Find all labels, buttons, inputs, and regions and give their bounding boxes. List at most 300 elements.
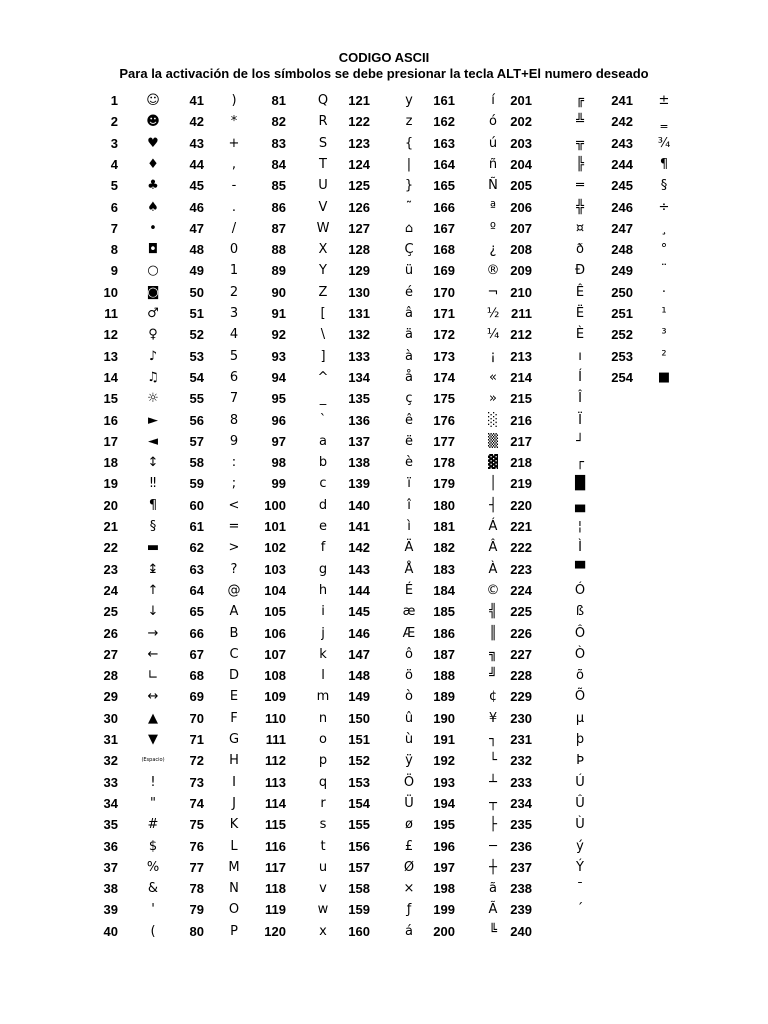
ascii-code: 171 [433, 306, 455, 321]
ascii-symbol: g [318, 561, 328, 577]
ascii-symbol: Ë [575, 306, 585, 321]
ascii-code: 57 [189, 433, 204, 449]
ascii-code: 96 [271, 412, 286, 428]
ascii-code: 87 [271, 220, 286, 236]
ascii-code: 15 [103, 391, 118, 407]
ascii-code: 14 [103, 369, 118, 385]
ascii-code: 131 [348, 306, 370, 321]
ascii-code: 102 [264, 540, 286, 556]
ascii-symbol: Í [578, 369, 582, 385]
ascii-code: 218 [510, 455, 532, 471]
ascii-symbol: ○ [147, 263, 159, 279]
ascii-code: 183 [433, 561, 455, 577]
ascii-code: 55 [189, 391, 204, 407]
ascii-symbol: ↔ [147, 689, 159, 705]
ascii-symbol: ÷ [658, 199, 670, 215]
ascii-symbol: ¡ [490, 348, 496, 364]
ascii-symbol: Z [318, 284, 328, 300]
ascii-symbol: Ç [404, 242, 414, 258]
ascii-symbol: A [229, 604, 239, 620]
ascii-code: 72 [189, 753, 204, 769]
ascii-code: 9 [110, 263, 118, 279]
ascii-symbol: 8 [229, 412, 239, 428]
ascii-symbol: ñ [488, 156, 498, 172]
ascii-symbol: n [318, 710, 328, 726]
ascii-symbol: ¢ [488, 689, 498, 705]
ascii-symbol: ┌ [576, 455, 584, 471]
ascii-code: 56 [189, 412, 204, 428]
ascii-code: 25 [103, 604, 118, 620]
ascii-code: 133 [348, 348, 370, 364]
ascii-code: 207 [510, 220, 532, 236]
ascii-symbol: C [229, 646, 239, 662]
ascii-code: 208 [510, 242, 532, 258]
ascii-symbol: ♂ [147, 306, 159, 321]
ascii-code: 93 [271, 348, 286, 364]
ascii-symbol: 6 [229, 369, 239, 385]
ascii-symbol: _ [319, 391, 327, 407]
ascii-code: 104 [264, 582, 286, 598]
ascii-code: 33 [103, 774, 118, 790]
ascii-symbol: Î [578, 391, 582, 407]
ascii-code: 60 [189, 497, 204, 513]
ascii-symbol: - [231, 178, 237, 194]
ascii-code: 189 [433, 689, 455, 705]
ascii-symbol: * [230, 114, 238, 130]
ascii-code: 49 [189, 263, 204, 279]
ascii-symbol: ┼ [489, 859, 497, 875]
ascii-code: 62 [189, 540, 204, 556]
ascii-code: 182 [433, 540, 455, 556]
ascii-code: 76 [189, 838, 204, 854]
ascii-code: 184 [433, 582, 455, 598]
ascii-symbol: ¶ [148, 497, 158, 513]
ascii-code: 98 [271, 455, 286, 471]
ascii-code: 172 [433, 327, 455, 343]
ascii-code: 128 [348, 242, 370, 258]
ascii-symbol: O [228, 902, 240, 918]
ascii-code: 144 [348, 582, 370, 598]
ascii-symbol: ∟ [147, 668, 159, 684]
ascii-code: 191 [433, 732, 455, 747]
ascii-code: 17 [103, 433, 118, 449]
ascii-code: 21 [103, 519, 118, 534]
ascii-symbol: $ [148, 838, 158, 854]
ascii-code: 29 [103, 689, 118, 705]
ascii-code: 112 [265, 753, 286, 769]
ascii-symbol: § [149, 519, 157, 534]
ascii-symbol: [ [320, 306, 326, 321]
ascii-symbol: ═ [576, 178, 584, 194]
ascii-symbol: i [321, 604, 325, 620]
ascii-symbol: ╦ [576, 135, 584, 151]
ascii-symbol: ☺ [146, 93, 160, 108]
ascii-symbol: ` [319, 412, 327, 428]
ascii-symbol: M [228, 859, 240, 875]
ascii-code: 159 [348, 902, 370, 918]
ascii-code: 73 [189, 774, 204, 790]
ascii-code: 238 [510, 881, 532, 897]
ascii-symbol: ö [405, 668, 413, 684]
ascii-code: 4 [110, 156, 118, 172]
ascii-symbol: è [405, 455, 413, 471]
ascii-symbol: f [320, 540, 326, 556]
ascii-code: 230 [510, 710, 532, 726]
ascii-symbol: à [405, 348, 413, 364]
ascii-symbol: ┬ [489, 795, 497, 811]
ascii-code: 154 [348, 795, 370, 811]
ascii-code: 138 [348, 455, 370, 471]
ascii-symbol: + [228, 135, 240, 151]
ascii-symbol: 5 [229, 348, 239, 364]
ascii-symbol: ¼ [486, 327, 500, 343]
ascii-symbol: ♠ [147, 199, 159, 215]
ascii-code: 220 [510, 497, 532, 513]
ascii-symbol: ú [488, 135, 498, 151]
ascii-code: 88 [271, 242, 286, 258]
ascii-symbol: ß [575, 604, 585, 620]
ascii-symbol: ' [151, 902, 155, 918]
ascii-symbol: ┘ [576, 433, 584, 449]
ascii-symbol: ¦ [577, 519, 583, 534]
ascii-symbol: l [321, 668, 325, 684]
ascii-symbol [565, 921, 595, 942]
ascii-symbol: Ï [578, 412, 582, 428]
ascii-symbol: Q [317, 93, 329, 108]
ascii-code: 126 [348, 199, 370, 215]
ascii-symbol: U [318, 178, 328, 194]
ascii-code: 246 [611, 199, 633, 215]
ascii-symbol: ÿ [405, 753, 413, 769]
ascii-symbol: ╣ [489, 604, 497, 620]
ascii-symbol: Æ [402, 625, 416, 641]
ascii-code: 119 [265, 902, 286, 918]
ascii-code: 201 [510, 93, 532, 108]
ascii-code: 85 [271, 178, 286, 194]
ascii-code: 68 [189, 668, 204, 684]
ascii-symbol: æ [402, 604, 416, 620]
ascii-code: 121 [348, 93, 370, 108]
ascii-symbol: j [321, 625, 325, 641]
ascii-symbol: 4 [229, 327, 239, 343]
ascii-symbol: \ [320, 327, 326, 343]
ascii-code: 235 [510, 817, 532, 833]
ascii-code: 103 [264, 561, 286, 577]
ascii-symbol: x [319, 923, 327, 939]
ascii-symbol: ; [231, 476, 237, 492]
ascii-symbol: ♥ [147, 135, 159, 151]
ascii-symbol: Ö [403, 774, 415, 790]
ascii-code: 174 [433, 369, 455, 385]
ascii-symbol: ? [230, 561, 238, 577]
ascii-symbol: ï [407, 476, 411, 492]
ascii-symbol: ó [489, 114, 497, 130]
ascii-symbol: S [318, 135, 328, 151]
ascii-symbol: ├ [489, 817, 497, 833]
ascii-code: 190 [433, 710, 455, 726]
ascii-code: 179 [433, 476, 455, 492]
ascii-symbol: Ð [574, 263, 586, 279]
ascii-code: 253 [611, 348, 633, 364]
ascii-code: 130 [348, 284, 370, 300]
ascii-symbol: ® [486, 263, 500, 279]
ascii-code: 213 [510, 348, 532, 364]
ascii-code: 206 [510, 199, 532, 215]
ascii-code: 222 [510, 540, 532, 556]
ascii-symbol: å [405, 369, 413, 385]
ascii-code: 37 [103, 859, 118, 875]
ascii-symbol: ☻ [146, 114, 160, 130]
ascii-code: 137 [348, 433, 370, 449]
ascii-code: 215 [510, 391, 532, 407]
ascii-symbol: é [405, 284, 413, 300]
ascii-code: 245 [611, 178, 633, 194]
ascii-code: 8 [110, 242, 118, 258]
ascii-symbol: J [232, 795, 236, 811]
ascii-code: 228 [510, 668, 532, 684]
ascii-symbol: á [405, 923, 413, 939]
ascii-symbol: Ô [574, 625, 586, 641]
ascii-code: 30 [103, 710, 118, 726]
ascii-symbol: ù [404, 732, 414, 747]
ascii-symbol: ø [405, 817, 413, 833]
ascii-symbol: £ [404, 838, 414, 854]
ascii-symbol: ▒ [488, 433, 498, 449]
ascii-symbol: ◄ [148, 433, 158, 449]
ascii-code: 95 [271, 391, 286, 407]
ascii-symbol: @ [227, 582, 241, 598]
ascii-code: 243 [611, 135, 633, 151]
ascii-code: 239 [510, 902, 532, 918]
ascii-code: 140 [348, 497, 370, 513]
ascii-code: 212 [510, 327, 532, 343]
ascii-code: 7 [110, 220, 118, 236]
ascii-symbol: ■ [657, 369, 671, 385]
ascii-code: 149 [348, 689, 370, 705]
ascii-symbol: Y [319, 263, 327, 279]
ascii-symbol: ³ [661, 327, 667, 343]
ascii-symbol: Ù [575, 817, 585, 833]
ascii-symbol: > [228, 540, 240, 556]
ascii-symbol: È [575, 327, 585, 343]
ascii-code: 166 [433, 199, 455, 215]
ascii-symbol: 1 [229, 263, 239, 279]
ascii-symbol: : [231, 455, 237, 471]
ascii-code: 97 [271, 433, 286, 449]
ascii-code: 3 [110, 135, 118, 151]
ascii-symbol: s [319, 817, 327, 833]
ascii-symbol: ˜ [405, 199, 413, 215]
ascii-symbol: ╠ [576, 156, 584, 172]
ascii-code: 79 [189, 902, 204, 918]
ascii-symbol: Ò [574, 646, 586, 662]
ascii-code: 241 [611, 93, 633, 108]
ascii-code: 139 [348, 476, 370, 492]
ascii-code: 224 [510, 582, 532, 598]
ascii-symbol: · [661, 284, 667, 300]
ascii-code: 36 [103, 838, 118, 854]
ascii-code: 106 [264, 625, 286, 641]
ascii-symbol: ² [661, 348, 667, 364]
ascii-code: 203 [510, 135, 532, 151]
ascii-code: 211 [511, 306, 532, 321]
ascii-code: 124 [348, 156, 370, 172]
ascii-symbol: » [489, 391, 497, 407]
ascii-symbol: í [491, 93, 495, 108]
ascii-code: 20 [103, 497, 118, 513]
ascii-code: 51 [189, 306, 204, 321]
ascii-code: 105 [264, 604, 286, 620]
ascii-symbol: Ó [574, 582, 586, 598]
ascii-code: 221 [510, 519, 532, 534]
ascii-code: 44 [189, 156, 204, 172]
ascii-code: 59 [189, 476, 204, 492]
ascii-symbol: ↨ [147, 561, 159, 577]
ascii-symbol: z [405, 114, 413, 130]
ascii-symbol: t [320, 838, 326, 854]
ascii-symbol: ( [150, 923, 156, 939]
ascii-symbol: = [228, 519, 240, 534]
ascii-code: 107 [264, 646, 286, 662]
ascii-symbol: Ñ [488, 178, 498, 194]
ascii-code: 187 [433, 646, 455, 662]
ascii-code: 111 [265, 732, 286, 747]
ascii-code: 169 [433, 263, 455, 279]
ascii-symbol: v [319, 881, 327, 897]
ascii-symbol: E [229, 689, 239, 705]
ascii-symbol: ♣ [147, 178, 159, 194]
ascii-symbol: ◙ [146, 284, 160, 300]
ascii-code: 27 [103, 646, 118, 662]
ascii-code: 1 [110, 93, 118, 108]
ascii-code: 132 [348, 327, 370, 343]
ascii-symbol: ã [489, 881, 497, 897]
ascii-symbol: ♀ [148, 327, 158, 343]
ascii-symbol: ▀ [575, 561, 585, 577]
ascii-code: 231 [510, 732, 532, 747]
ascii-symbol: W [316, 220, 330, 236]
ascii-symbol: █ [575, 476, 585, 492]
ascii-code: 123 [348, 135, 370, 151]
ascii-symbol: B [229, 625, 239, 641]
ascii-symbol: ± [658, 93, 670, 108]
ascii-code: 116 [265, 838, 286, 854]
ascii-symbol: X [318, 242, 328, 258]
ascii-symbol: 0 [229, 242, 239, 258]
ascii-symbol: ´ [576, 902, 584, 918]
ascii-code: 70 [189, 710, 204, 726]
ascii-code: 50 [189, 284, 204, 300]
ascii-symbol: , [231, 156, 237, 172]
ascii-symbol: ╗ [489, 646, 497, 662]
ascii-code: 251 [611, 306, 633, 321]
ascii-symbol: o [319, 732, 327, 747]
ascii-symbol: I [232, 774, 236, 790]
ascii-code: 142 [348, 540, 370, 556]
ascii-code: 53 [189, 348, 204, 364]
ascii-symbol: 9 [229, 433, 239, 449]
ascii-symbol: Ü [404, 795, 414, 811]
ascii-code: 47 [189, 220, 204, 236]
ascii-code: 175 [433, 391, 455, 407]
ascii-code: 23 [103, 561, 118, 577]
ascii-code: 78 [189, 881, 204, 897]
ascii-symbol: ▓ [488, 455, 498, 471]
ascii-symbol: î [407, 497, 411, 513]
ascii-code: 156 [348, 838, 370, 854]
ascii-symbol: ¾ [657, 135, 671, 151]
ascii-symbol: ı [578, 348, 582, 364]
ascii-code: 249 [611, 263, 633, 279]
ascii-code: 240 [510, 923, 532, 939]
ascii-symbol: ¶ [659, 156, 669, 172]
ascii-code: 204 [510, 156, 532, 172]
ascii-code: 42 [189, 114, 204, 130]
ascii-symbol: ½ [486, 306, 500, 321]
ascii-code: 114 [265, 795, 286, 811]
ascii-code: 150 [348, 710, 370, 726]
ascii-code: 84 [271, 156, 286, 172]
ascii-symbol: ª [489, 199, 497, 215]
ascii-code: 148 [348, 668, 370, 684]
ascii-code: 125 [348, 178, 370, 194]
ascii-symbol: ¨ [660, 263, 668, 279]
ascii-code: 232 [510, 753, 532, 769]
ascii-code: 43 [189, 135, 204, 151]
ascii-symbol: ¬ [487, 284, 499, 300]
ascii-symbol: d [318, 497, 328, 513]
ascii-symbol: ┴ [489, 774, 497, 790]
ascii-code: 108 [264, 668, 286, 684]
ascii-symbol: ð [576, 242, 584, 258]
ascii-code: 127 [348, 220, 370, 236]
ascii-symbol: ↕ [147, 455, 159, 471]
ascii-symbol: Ì [578, 540, 582, 556]
ascii-symbol: Å [404, 561, 414, 577]
ascii-code: 28 [103, 668, 118, 684]
ascii-symbol: D [228, 668, 239, 684]
ascii-code: 178 [433, 455, 455, 471]
ascii-symbol: ♪ [148, 348, 158, 364]
ascii-symbol: / [231, 220, 237, 236]
ascii-code: 196 [433, 838, 455, 854]
ascii-code: 31 [103, 732, 118, 747]
ascii-symbol: 7 [229, 391, 239, 407]
ascii-symbol: ► [148, 412, 158, 428]
ascii-code: 247 [611, 220, 633, 236]
ascii-symbol: ⌂ [404, 220, 414, 236]
ascii-code: 41 [189, 93, 204, 108]
ascii-symbol: └ [489, 753, 497, 769]
ascii-symbol: → [147, 625, 159, 641]
ascii-symbol: ┤ [489, 497, 497, 513]
ascii-code: 180 [433, 497, 455, 513]
ascii-symbol: º [489, 220, 497, 236]
ascii-code: 100 [264, 497, 286, 513]
ascii-symbol: û [404, 710, 414, 726]
ascii-code: 92 [271, 327, 286, 343]
ascii-code: 198 [433, 881, 455, 897]
ascii-symbol: À [488, 561, 498, 577]
ascii-code: 77 [189, 859, 204, 875]
ascii-symbol: K [229, 817, 239, 833]
ascii-code: 155 [348, 817, 370, 833]
ascii-code: 214 [510, 369, 532, 385]
ascii-code: 167 [433, 220, 455, 236]
ascii-code: 16 [103, 412, 118, 428]
ascii-symbol: & [147, 881, 159, 897]
ascii-symbol: ─ [489, 838, 497, 854]
